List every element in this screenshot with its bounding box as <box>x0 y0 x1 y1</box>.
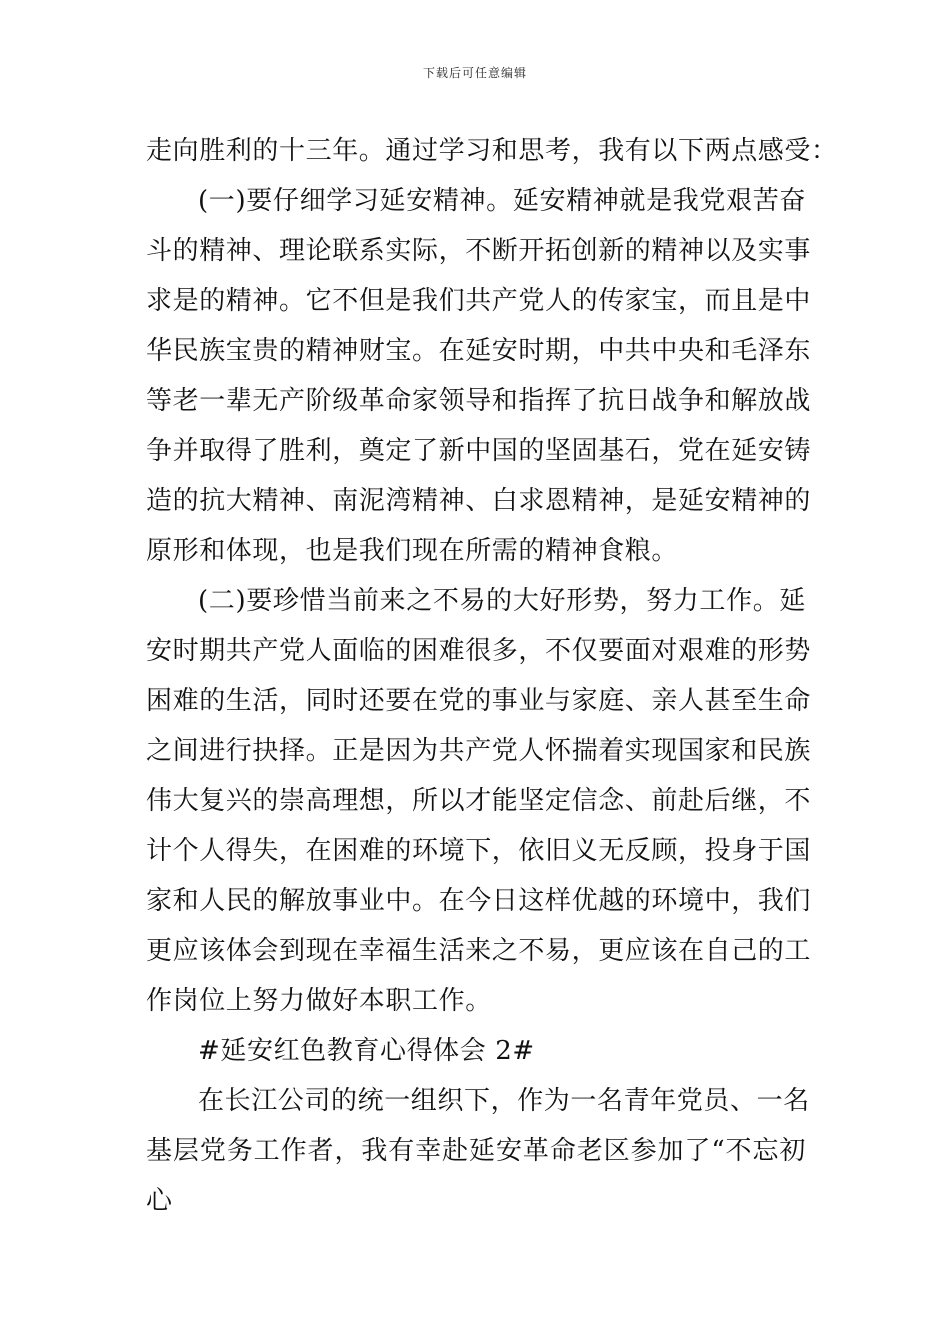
document-body <box>146 126 838 1226</box>
text-line: 在长江公司的统一组织下，作为一名青年党员、一名 <box>198 1086 810 1116</box>
text-line: 基层党务工作者，我有幸赴延安革命老区参加了“不忘初 <box>146 1136 806 1166</box>
text-line: 困难的生活，同时还要在党的事业与家庭、亲人甚至生命 <box>146 686 812 716</box>
text-line: 家和人民的解放事业中。在今日这样优越的环境中，我们 <box>146 886 812 916</box>
section-title-line: #延安红色教育心得体会 2# <box>198 1036 535 1066</box>
text-line: 造的抗大精神、南泥湾精神、白求恩精神，是延安精神的 <box>146 486 812 516</box>
text-line: 作岗位上努力做好本职工作。 <box>146 986 492 1016</box>
text-line: 之间进行抉择。正是因为共产党人怀揣着实现国家和民族 <box>146 736 812 766</box>
text-line: 走向胜利的十三年。通过学习和思考，我有以下两点感受： <box>146 136 838 166</box>
text-line: 斗的精神、理论联系实际，不断开拓创新的精神以及实事 <box>146 236 812 266</box>
text-line: 伟大复兴的崇高理想，所以才能坚定信念、前赴后继，不 <box>146 786 812 816</box>
paragraph-heading-line: (一)要仔细学习延安精神。延安精神就是我党艰苦奋 <box>198 186 806 216</box>
text-line: 求是的精神。它不但是我们共产党人的传家宝，而且是中 <box>146 286 812 316</box>
text-line: 安时期共产党人面临的困难很多，不仅要面对艰难的形势 <box>146 636 812 666</box>
text-line: 争并取得了胜利，奠定了新中国的坚固基石，党在延安铸 <box>146 436 812 466</box>
text-line: 心 <box>146 1186 173 1216</box>
page-header-note: 下载后可任意编辑 <box>422 66 527 80</box>
text-line: 计个人得失，在困难的环境下，依旧义无反顾，投身于国 <box>146 836 812 866</box>
text-line: 等老一辈无产阶级革命家领导和指挥了抗日战争和解放战 <box>146 386 812 416</box>
paragraph-heading-line: (二)要珍惜当前来之不易的大好形势，努力工作。延 <box>198 586 806 616</box>
text-line: 华民族宝贵的精神财宝。在延安时期，中共中央和毛泽东 <box>146 336 812 366</box>
text-line: 原形和体现，也是我们现在所需的精神食粮。 <box>146 536 679 566</box>
text-line: 更应该体会到现在幸福生活来之不易，更应该在自己的工 <box>146 936 812 966</box>
